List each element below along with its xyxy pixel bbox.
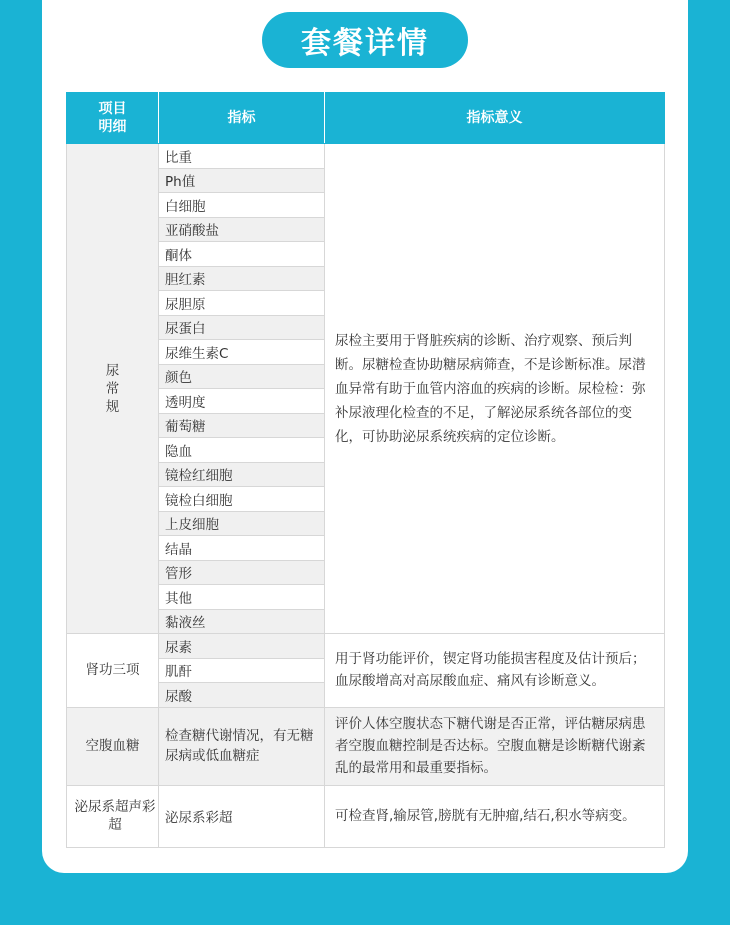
glucose-row [67,707,665,785]
category-text: 尿常规 [105,362,120,415]
page-title: 套餐详情 [262,12,468,68]
indicator-cell: 镜检红细胞 [159,462,325,487]
indicator-cell: 白细胞 [159,193,325,218]
indicator-cell: 尿素 [159,634,325,659]
header-project-label: 项目明细 [98,101,127,135]
indicator-cell [159,707,325,785]
header-indicator: 指标 [159,93,325,144]
indicator-cell: 泌尿系彩超 [159,785,325,847]
category-cell [67,785,159,847]
indicator-cell: 葡萄糖 [159,413,325,438]
header-meaning: 指标意义 [325,93,665,144]
indicator-cell: 上皮细胞 [159,511,325,536]
indicator-cell: 尿维生素C [159,340,325,365]
description-cell: 评价人体空腹状态下糖代谢是否正常，评估糖尿病患者空腹血糖控制是否达标。空腹血糖是诊断糖代谢紊乱的最常用和最重要指标。 [325,707,665,785]
indicator-cell: 尿胆原 [159,291,325,316]
indicator-cell: 隐血 [159,438,325,463]
package-details-table [66,92,665,848]
indicator-cell: Ph值 [159,168,325,193]
category-cell: 肾功三项 [67,634,159,708]
indicator-cell: 镜检白细胞 [159,487,325,512]
indicator-cell: 比重 [159,144,325,169]
indicator-cell: 尿酸 [159,683,325,708]
indicator-cell: 结晶 [159,536,325,561]
table-row [67,144,665,169]
category-text: 泌尿系超声彩超 [74,799,156,833]
indicator-cell: 管形 [159,560,325,585]
description-cell: 用于肾功能评价，锲定肾功能损害程度及估计预后；血尿酸增高对高尿酸血症、痛风有诊断意义。 [325,634,665,708]
indicator-text: 检查糖代谢情况，有无糖尿病或低血糖症 [165,728,314,764]
indicator-cell: 尿蛋白 [159,315,325,340]
table-row [67,634,665,659]
description-cell: 可检查肾,输尿管,膀胱有无肿瘤,结石,积水等病变。 [325,785,665,847]
category-cell [67,144,159,634]
ultrasound-row [67,785,665,847]
indicator-cell: 肌酐 [159,658,325,683]
table-header-row [67,93,665,144]
indicator-cell: 黏液丝 [159,609,325,634]
indicator-cell: 胆红素 [159,266,325,291]
indicator-cell: 亚硝酸盐 [159,217,325,242]
category-cell: 空腹血糖 [67,707,159,785]
indicator-cell: 透明度 [159,389,325,414]
indicator-cell: 酮体 [159,242,325,267]
indicator-cell: 颜色 [159,364,325,389]
description-cell: 尿检主要用于肾脏疾病的诊断、治疗观察、预后判断。尿糖检查协助糖尿病筛查，不是诊断标准。尿潜血异常有助于血管内溶血的疾病的诊断。尿检检：弥补尿液理化检查的不足，了解泌尿系统各部位的变化，可协助泌尿系统疾病的定位诊断。 [325,144,665,634]
header-project [67,93,159,144]
indicator-cell: 其他 [159,585,325,610]
